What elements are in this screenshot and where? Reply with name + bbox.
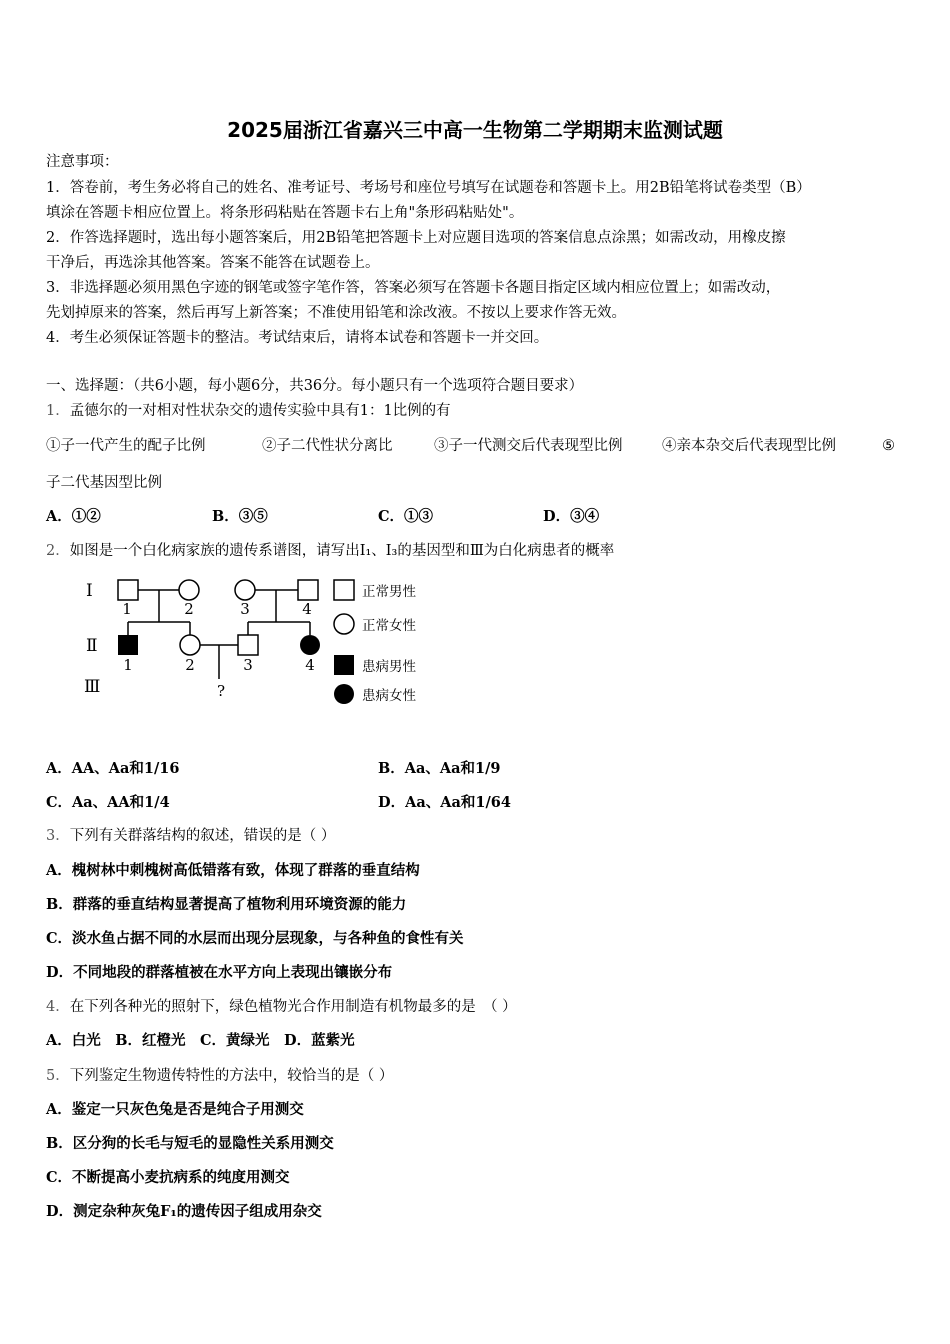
legend-affected-male: 患病男性: [362, 659, 416, 675]
q3-option-c[interactable]: C．淡水鱼占据不同的水层而出现分层现象，与各种鱼的食性有关: [46, 930, 464, 947]
q3-option-a[interactable]: A．槐树林中刺槐树高低错落有致，体现了群落的垂直结构: [46, 862, 420, 879]
q1-item-3: ③子一代测交后代表现型比例: [434, 438, 623, 454]
i-3-number: 3: [240, 600, 250, 618]
q2-number: 2．: [46, 543, 70, 559]
q1-option-a[interactable]: A．①②: [46, 508, 101, 525]
gen-label-3: Ⅲ: [84, 677, 101, 697]
q5-number: 5．: [46, 1068, 70, 1084]
notice-2b: 干净后，再选涂其他答案。答案不能答在试题卷上。: [46, 255, 380, 271]
q1-option-b[interactable]: B．③⑤: [212, 508, 268, 525]
notice-3b: 先划掉原来的答案，然后再写上新答案；不准使用铅笔和涂改液。不按以上要求作答无效。: [46, 305, 626, 321]
ii-2-number: 2: [185, 656, 195, 674]
q3-option-b[interactable]: B．群落的垂直结构显著提高了植物利用环境资源的能力: [46, 896, 407, 913]
gen-label-2: Ⅱ: [86, 636, 98, 656]
q2-stem: [46, 541, 614, 561]
q5-option-a[interactable]: A．鉴定一只灰色兔是否是纯合子用测交: [46, 1101, 304, 1118]
q2-option-d[interactable]: D．Aa、Aa和1/64: [378, 794, 511, 811]
q5-option-c[interactable]: C．不断提高小麦抗病系的纯度用测交: [46, 1169, 290, 1186]
q1-option-d[interactable]: D．③④: [543, 508, 600, 525]
i-2-number: 2: [184, 600, 194, 618]
q2-option-b[interactable]: B．Aa、Aa和1/9: [378, 760, 501, 777]
q4-number: 4．: [46, 999, 70, 1015]
q3-number: 3．: [46, 828, 70, 844]
ii-4-number: 4: [305, 656, 315, 674]
q3-option-d[interactable]: D．不同地段的群落植被在水平方向上表现出镶嵌分布: [46, 964, 393, 981]
pedigree-chart: [78, 572, 438, 722]
section-heading: 一、选择题：（共6小题，每小题6分，共36分。每小题只有一个选项符合题目要求）: [46, 378, 584, 394]
q4-stem-text: 在下列各种光的照射下，绿色植物光合作用制造有机物最多的是 （ ）: [69, 999, 517, 1015]
q1-stem-text: 孟德尔的一对相对性状杂交的遗传实验中具有1：1比例的有: [69, 403, 451, 419]
notice-1b: 填涂在答题卡相应位置上。将条形码粘贴在答题卡右上角"条形码粘贴处"。: [46, 205, 524, 221]
q4-options[interactable]: A．白光 B．红橙光 C．黄绿光 D．蓝紫光: [46, 1032, 355, 1049]
legend-normal-male: 正常男性: [362, 584, 416, 600]
q4-stem: [46, 997, 517, 1017]
q1-item-4: ④亲本杂交后代表现型比例: [662, 438, 836, 454]
i-1-number: 1: [122, 600, 132, 618]
q2-stem-text: 如图是一个白化病家族的遗传系谱图，请写出Ⅰ₁、Ⅰ₃的基因型和Ⅲ为白化病患者的概率: [69, 543, 615, 559]
q5-stem: [46, 1066, 393, 1086]
iii-unknown: ?: [216, 682, 226, 700]
q5-option-b[interactable]: B．区分狗的长毛与短毛的显隐性关系用测交: [46, 1135, 334, 1152]
q1-item-5-cont: 子二代基因型比例: [46, 475, 162, 491]
legend-affected-female: 患病女性: [362, 688, 416, 704]
q2-option-a[interactable]: A．AA、Aa和1/16: [46, 760, 180, 777]
q1-number: 1．: [46, 403, 70, 419]
notice-2a: 2．作答选择题时，选出每小题答案后，用2B铅笔把答题卡上对应题目选项的答案信息点涂黑；如需改动，用橡皮擦: [46, 230, 786, 246]
q1-item-1: ①子一代产生的配子比例: [46, 438, 206, 454]
q1-stem: [46, 401, 451, 421]
q2-option-c[interactable]: C．Aa、AA和1/4: [46, 794, 170, 811]
q3-stem: [46, 826, 335, 846]
gen-label-1: Ⅰ: [86, 581, 93, 601]
ii-3-number: 3: [243, 656, 253, 674]
q1-option-c[interactable]: C．①③: [378, 508, 434, 525]
i-4-number: 4: [302, 600, 312, 618]
page-title: 2025届浙江省嘉兴三中高一生物第二学期期末监测试题: [227, 118, 723, 142]
notice-4: 4．考生必须保证答题卡的整洁。考试结束后，请将本试卷和答题卡一并交回。: [46, 330, 549, 346]
ii-1-number: 1: [123, 656, 133, 674]
q1-item-5: ⑤: [882, 438, 895, 454]
q5-stem-text: 下列鉴定生物遗传特性的方法中，较恰当的是（ ）: [69, 1068, 394, 1084]
notice-heading: 注意事项：: [46, 154, 119, 170]
q1-item-2: ②子二代性状分离比: [262, 438, 393, 454]
notice-3a: 3．非选择题必须用黑色字迹的钢笔或签字笔作答，答案必须写在答题卡各题目指定区域内相应位置上；如需改动，: [46, 280, 781, 296]
q3-stem-text: 下列有关群落结构的叙述，错误的是（ ）: [69, 828, 336, 844]
legend-normal-female: 正常女性: [362, 618, 416, 634]
q5-option-d[interactable]: D．测定杂种灰兔F₁的遗传因子组成用杂交: [46, 1203, 322, 1220]
notice-1a: 1．答卷前，考生务必将自己的姓名、准考证号、考场号和座位号填写在试题卷和答题卡上。用2B铅笔将试卷类型（B）: [46, 180, 811, 196]
